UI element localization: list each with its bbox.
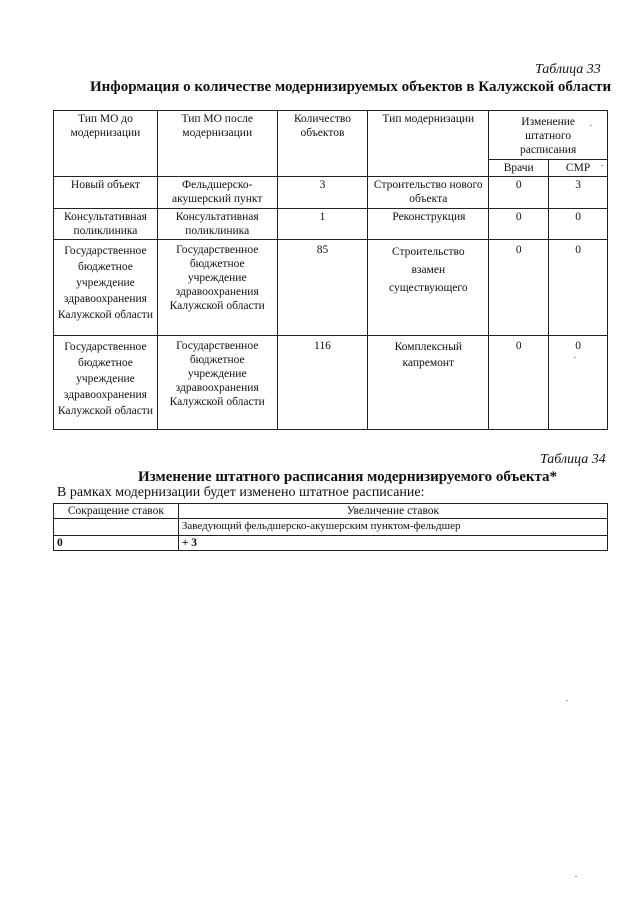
cell-before: Консультативная поликлиника [54, 209, 158, 240]
cell-smr: 3 [549, 177, 608, 209]
header-doctors: Врачи [489, 160, 549, 177]
cell-doctors: 0 [489, 336, 549, 430]
scan-speck [566, 700, 568, 701]
cell-smr: 0 [549, 209, 608, 240]
reduction-value: 0 [54, 536, 179, 551]
cell-smr: 0 [549, 336, 608, 430]
table-row [54, 177, 608, 209]
cell-type: Строительство нового объекта [368, 177, 489, 209]
cell-after: Государственное бюджетное учреждение здравоохранения Калужской области [157, 336, 277, 430]
header-type-before: Тип МО до модернизации [54, 111, 158, 177]
table34-caption: Таблица 34 [540, 452, 606, 467]
header-mod-type: Тип модернизации [368, 111, 489, 177]
table34 [53, 503, 608, 551]
header-count: Количество объектов [277, 111, 368, 177]
cell-before: Государственное бюджетное учреждение здравоохранения Калужской области [54, 240, 158, 336]
cell-count: 1 [277, 209, 368, 240]
table34-title: Изменение штатного расписания модернизируемого объекта* [138, 469, 558, 485]
table-row [54, 209, 608, 240]
table-row [54, 336, 608, 430]
header-increase: Увеличение ставок [178, 504, 607, 519]
empty-cell [54, 519, 179, 536]
cell-doctors: 0 [489, 240, 549, 336]
cell-smr: 0 [549, 240, 608, 336]
scan-speck [601, 165, 603, 166]
cell-before: Государственное бюджетное учреждение здравоохранения Калужской области [54, 336, 158, 430]
table33 [53, 110, 608, 430]
increase-value: + 3 [178, 536, 607, 551]
cell-count: 116 [277, 336, 368, 430]
cell-type: Строительство взамен существующего [368, 240, 489, 336]
cell-count: 85 [277, 240, 368, 336]
header-staff-change: Изменение штатного расписания [489, 111, 608, 160]
cell-type: Реконструкция [368, 209, 489, 240]
table33-title: Информация о количестве модернизируемых объектов в Калужской области [90, 79, 612, 95]
scan-speck [574, 357, 576, 358]
cell-before: Новый объект [54, 177, 158, 209]
cell-doctors: 0 [489, 177, 549, 209]
table33-caption: Таблица 33 [535, 62, 601, 77]
header-smr: СМР [549, 160, 608, 177]
scan-speck [575, 876, 577, 877]
table-row [54, 240, 608, 336]
table34-intro: В рамках модернизации будет изменено штатное расписание: [57, 485, 425, 500]
cell-after: Фельдшерско-акушерский пункт [157, 177, 277, 209]
position-name: Заведующий фельдшерско-акушерским пунктом-фельдшер [178, 519, 607, 536]
scan-speck [590, 125, 592, 126]
cell-doctors: 0 [489, 209, 549, 240]
cell-type: Комплексный капремонт [368, 336, 489, 430]
cell-after: Консультативная поликлиника [157, 209, 277, 240]
cell-after: Государственное бюджетное учреждение здравоохранения Калужской области [157, 240, 277, 336]
header-type-after: Тип МО после модернизации [157, 111, 277, 177]
header-reduction: Сокращение ставок [54, 504, 179, 519]
cell-count: 3 [277, 177, 368, 209]
